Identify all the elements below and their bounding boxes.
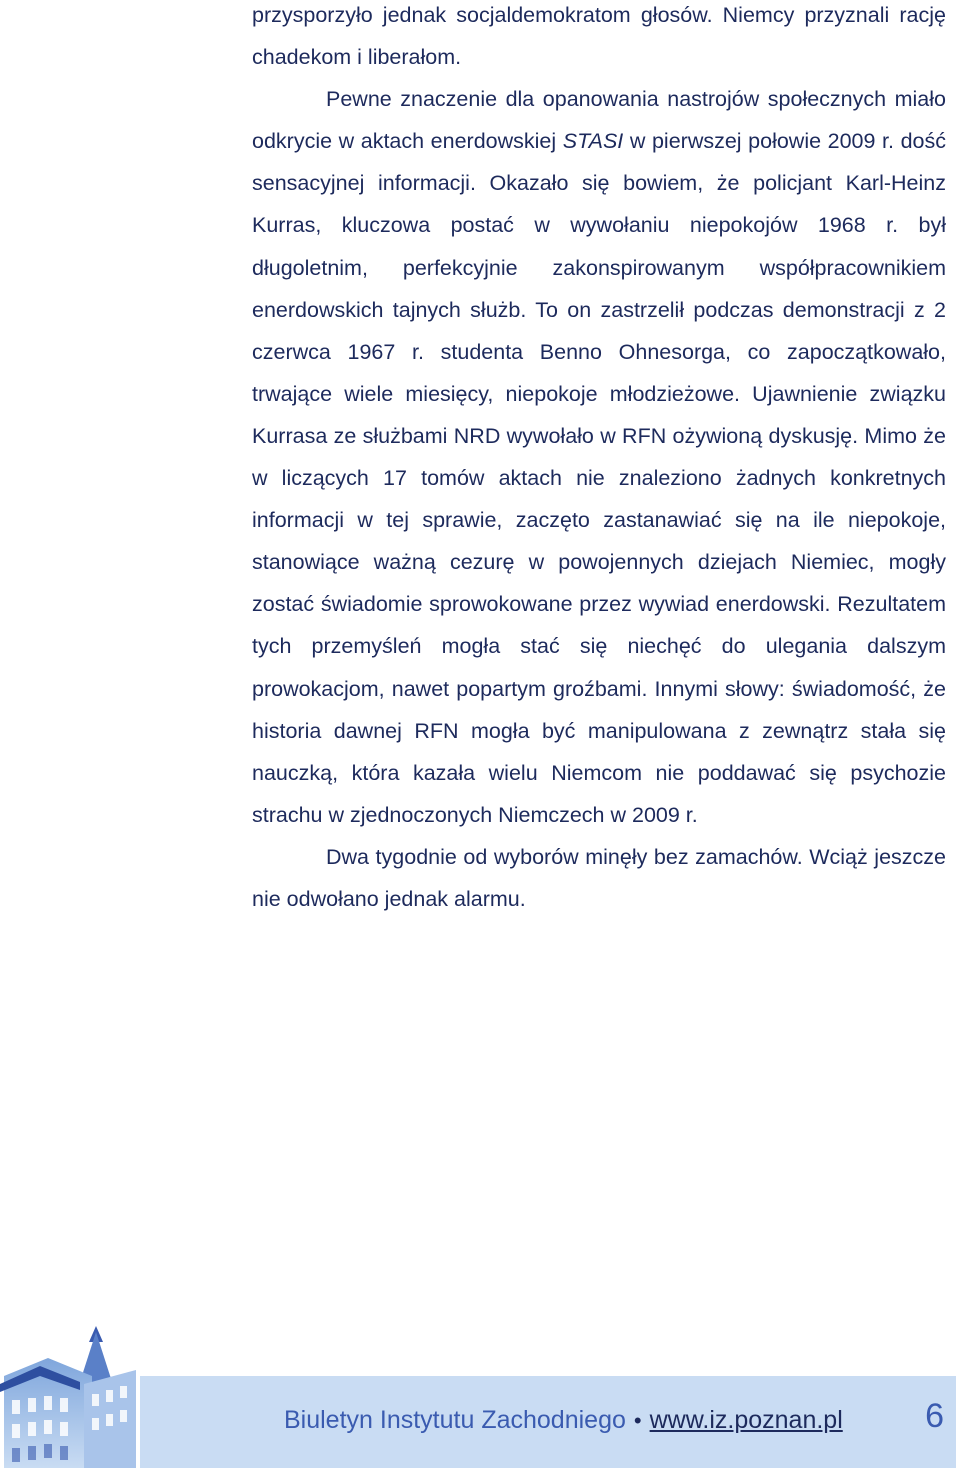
publication-title: Biuletyn Instytutu Zachodniego (284, 1406, 626, 1434)
institute-building-icon (0, 1318, 160, 1478)
paragraph-1: przysporzyło jednak socjaldemokratom głosów. Niemcy przyznali rację chadekom i liberałom. (252, 3, 946, 70)
website-link[interactable]: www.iz.poznan.pl (649, 1406, 843, 1434)
page-number: 6 (925, 1397, 944, 1435)
footer-bullet: • (633, 1408, 642, 1433)
article-body (252, 0, 946, 920)
stasi-term: STASI (562, 129, 624, 154)
footer-publication-line (284, 1400, 843, 1441)
paragraph-2-start: Pewne znaczenie dla opanowania nastrojów społecznych miało odkrycie w aktach enerdowskiej (252, 87, 946, 154)
paragraph-2 (252, 78, 946, 836)
paragraph-2-rest: w pierwszej połowie 2009 r. dość sensacyjnej informacji. Okazało się bowiem, że policjant Karl-Heinz Kurras, kluczowa postać w wywołaniu niepokojów 1968 r. był długoletnim, perfekcyjnie zakonspirowanym współpracownikiem enerdowskich tajnych służb. To on zastrzelił podczas demonstracji z 2 czerwca 1967 r. studenta Benno Ohnesorga, co zapoczątkowało, trwające wiele miesięcy, niepokoje młodzieżowe. Ujawnienie związku Kurrasa ze służbami NRD wywołało w RFN ożywioną dyskusję. Mimo że w liczących 17 tomów aktach nie znaleziono żadnych konkretnych informacji w tej sprawie, zaczęto zastanawiać się na ile niepokoje, stanowiące ważną cezurę w powojennych dziejach Niemiec, mogły zostać świadomie sprowokowane przez wywiad enerdowski. Rezultatem tych przemyśleń mogła stać się niechęć do ulegania dalszym prowokacjom, nawet popartym groźbami. Innymi słowy: świadomość, że historia dawnej RFN mogła być manipulowana z zewnątrz stała się nauczką, która kazała wielu Niemcom nie poddawać się psychozie strachu w zjednoczonych Niemczech w 2009 r. (252, 129, 946, 827)
paragraph-3: Dwa tygodnie od wyborów minęły bez zamachów. Wciąż jeszcze nie odwołano jednak alarmu. (252, 844, 946, 911)
